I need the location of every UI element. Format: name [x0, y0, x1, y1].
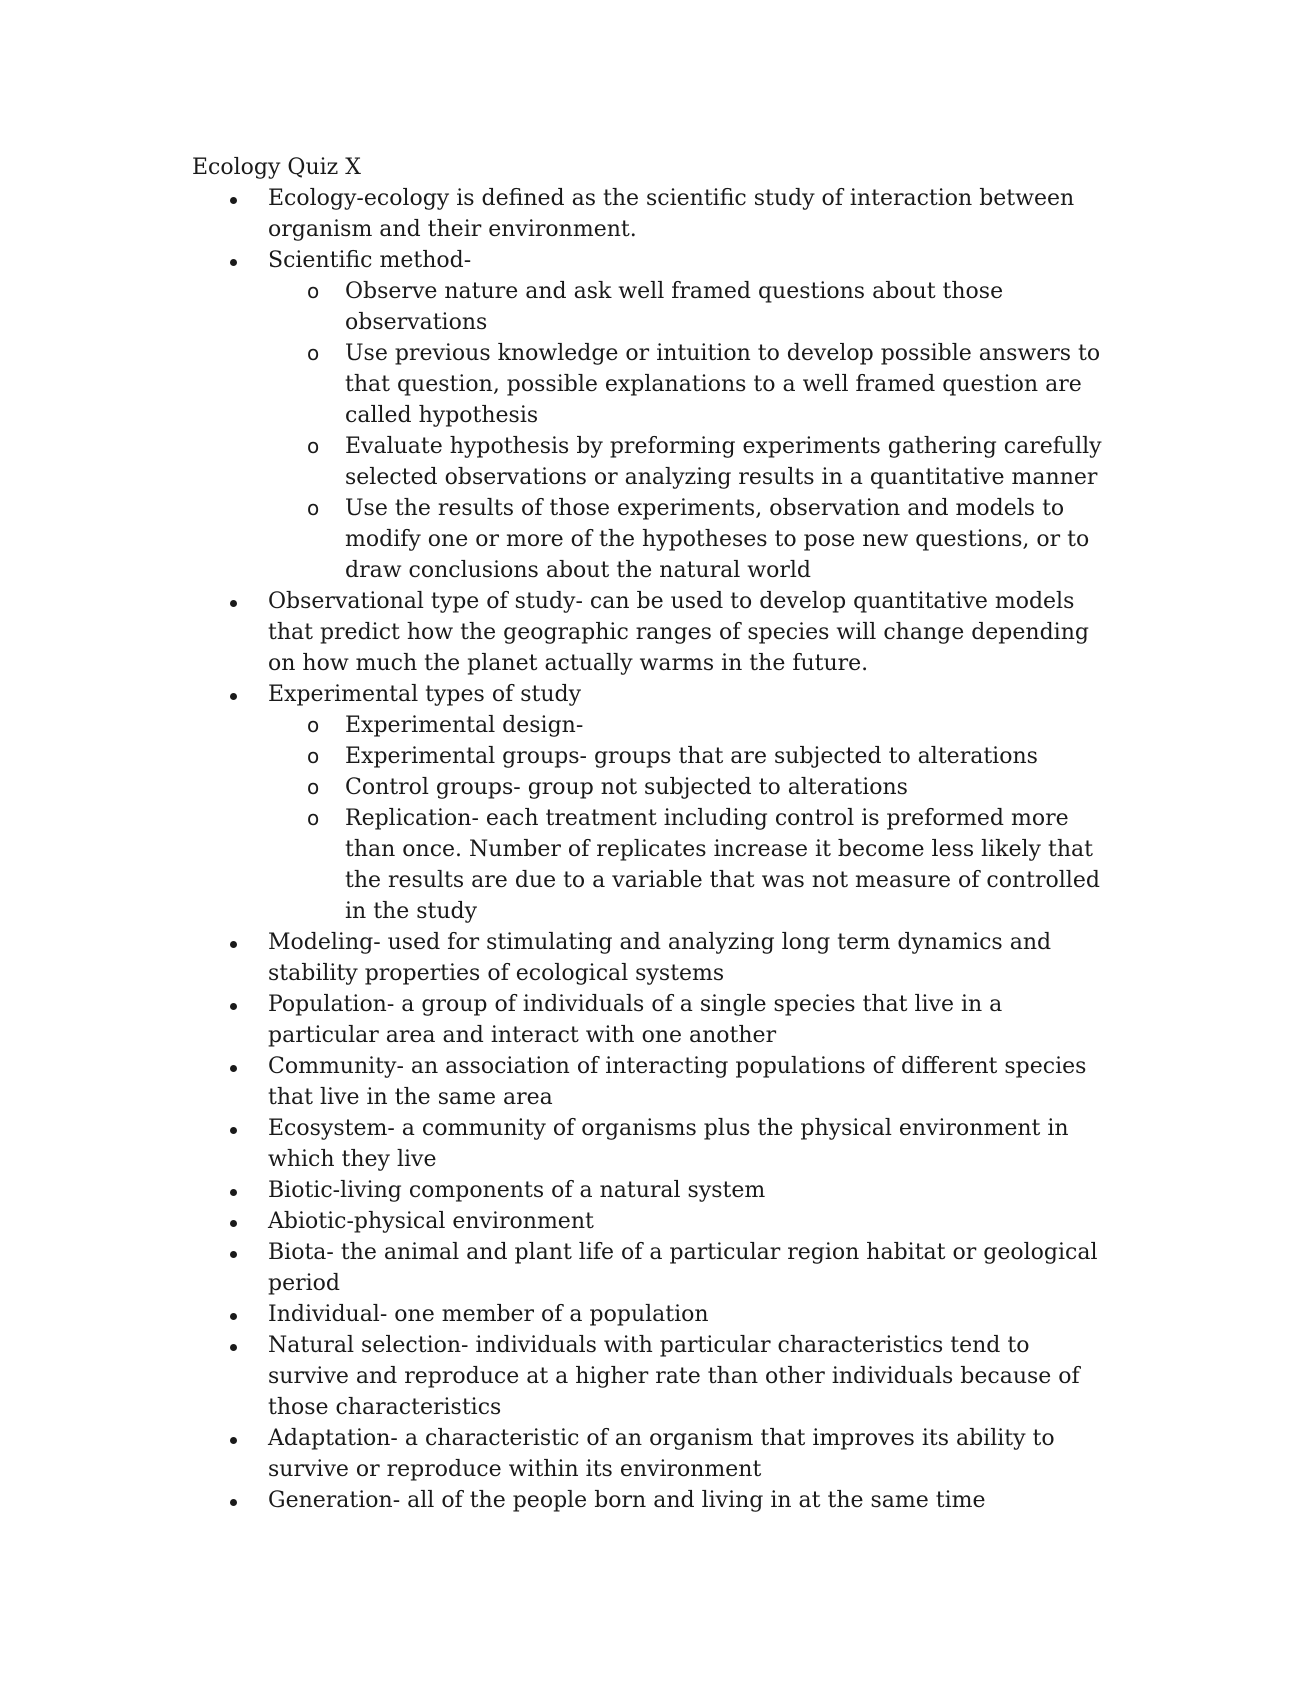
bullet-dot-icon	[230, 197, 237, 204]
sub-bullet-circle-icon: o	[307, 713, 320, 737]
sub-bullet-item	[192, 493, 1112, 586]
sub-bullet-text: Replication- each treatment including control is preformed more than once. Number of replicates increase it become less likely that the results are due to a variable that was not measure of controlled in the study	[345, 806, 1100, 924]
bullet-dot-icon	[230, 1437, 237, 1444]
bullet-item	[192, 183, 1112, 245]
sub-bullet-circle-icon: o	[307, 775, 320, 799]
bullet-text: Community- an association of interacting populations of different species that live in the same area	[268, 1054, 1087, 1110]
bullet-item	[192, 989, 1112, 1051]
sub-bullet-circle-icon: o	[307, 434, 320, 458]
sub-bullet-item	[192, 431, 1112, 493]
sub-bullet-circle-icon: o	[307, 806, 320, 830]
sub-bullet-item	[192, 710, 1112, 741]
sub-bullet-list	[268, 276, 1112, 586]
bullet-text: Individual- one member of a population	[268, 1302, 709, 1327]
bullet-dot-icon	[230, 1189, 237, 1196]
document-title: Ecology Quiz X	[192, 155, 361, 180]
sub-bullet-item	[192, 338, 1112, 431]
document-page	[192, 152, 1112, 1516]
bullet-text: Abiotic-physical environment	[268, 1209, 594, 1234]
sub-bullet-item	[192, 772, 1112, 803]
bullet-text: Natural selection- individuals with particular characteristics tend to survive and reproduce at a higher rate than other individuals because of those characteristics	[268, 1333, 1080, 1420]
bullet-text: Observational type of study- can be used to develop quantitative models that predict how the geographic ranges of species will change depending on how much the planet actually warms in the future.	[268, 589, 1089, 676]
bullet-item	[192, 245, 1112, 586]
bullet-item	[192, 1051, 1112, 1113]
bullet-text: Generation- all of the people born and living in at the same time	[268, 1488, 986, 1513]
bullet-text: Adaptation- a characteristic of an organism that improves its ability to survive or reproduce within its environment	[268, 1426, 1055, 1482]
bullet-list	[192, 183, 1112, 1516]
sub-bullet-circle-icon: o	[307, 279, 320, 303]
bullet-dot-icon	[230, 259, 237, 266]
bullet-text: Scientific method-	[268, 248, 472, 273]
sub-bullet-list	[268, 710, 1112, 927]
bullet-text: Population- a group of individuals of a single species that live in a particular area and interact with one another	[268, 992, 1003, 1048]
bullet-dot-icon	[230, 1499, 237, 1506]
sub-bullet-text: Observe nature and ask well framed questions about those observations	[345, 279, 1004, 335]
bullet-item	[192, 1175, 1112, 1206]
sub-bullet-text: Experimental design-	[345, 713, 584, 738]
sub-bullet-item	[192, 276, 1112, 338]
bullet-dot-icon	[230, 1003, 237, 1010]
bullet-dot-icon	[230, 600, 237, 607]
bullet-item	[192, 1113, 1112, 1175]
sub-bullet-circle-icon: o	[307, 341, 320, 365]
bullet-item	[192, 927, 1112, 989]
bullet-item	[192, 1237, 1112, 1299]
bullet-dot-icon	[230, 941, 237, 948]
sub-bullet-text: Control groups- group not subjected to alterations	[345, 775, 908, 800]
sub-bullet-text: Evaluate hypothesis by preforming experiments gathering carefully selected observations or analyzing results in a quantitative manner	[345, 434, 1102, 490]
bullet-text: Modeling- used for stimulating and analyzing long term dynamics and stability properties of ecological systems	[268, 930, 1052, 986]
bullet-dot-icon	[230, 1251, 237, 1258]
bullet-text: Ecosystem- a community of organisms plus the physical environment in which they live	[268, 1116, 1069, 1172]
bullet-dot-icon	[230, 1313, 237, 1320]
bullet-item	[192, 1485, 1112, 1516]
bullet-text: Biotic-living components of a natural system	[268, 1178, 766, 1203]
sub-bullet-circle-icon: o	[307, 496, 320, 520]
bullet-dot-icon	[230, 693, 237, 700]
bullet-text: Experimental types of study	[268, 682, 582, 707]
sub-bullet-text: Use the results of those experiments, observation and models to modify one or more of the hypotheses to pose new questions, or to draw conclusions about the natural world	[345, 496, 1090, 583]
sub-bullet-text: Experimental groups- groups that are subjected to alterations	[345, 744, 1038, 769]
bullet-item	[192, 1206, 1112, 1237]
bullet-dot-icon	[230, 1127, 237, 1134]
bullet-text: Ecology-ecology is defined as the scientific study of interaction between organism and their environment.	[268, 186, 1075, 242]
bullet-item	[192, 1423, 1112, 1485]
bullet-item	[192, 586, 1112, 679]
bullet-item	[192, 1330, 1112, 1423]
bullet-dot-icon	[230, 1065, 237, 1072]
bullet-text: Biota- the animal and plant life of a particular region habitat or geological period	[268, 1240, 1098, 1296]
bullet-item	[192, 1299, 1112, 1330]
bullet-dot-icon	[230, 1344, 237, 1351]
sub-bullet-item	[192, 741, 1112, 772]
sub-bullet-circle-icon: o	[307, 744, 320, 768]
sub-bullet-text: Use previous knowledge or intuition to develop possible answers to that question, possible explanations to a well framed question are called hypothesis	[345, 341, 1101, 428]
bullet-item	[192, 679, 1112, 927]
bullet-dot-icon	[230, 1220, 237, 1227]
sub-bullet-item	[192, 803, 1112, 927]
